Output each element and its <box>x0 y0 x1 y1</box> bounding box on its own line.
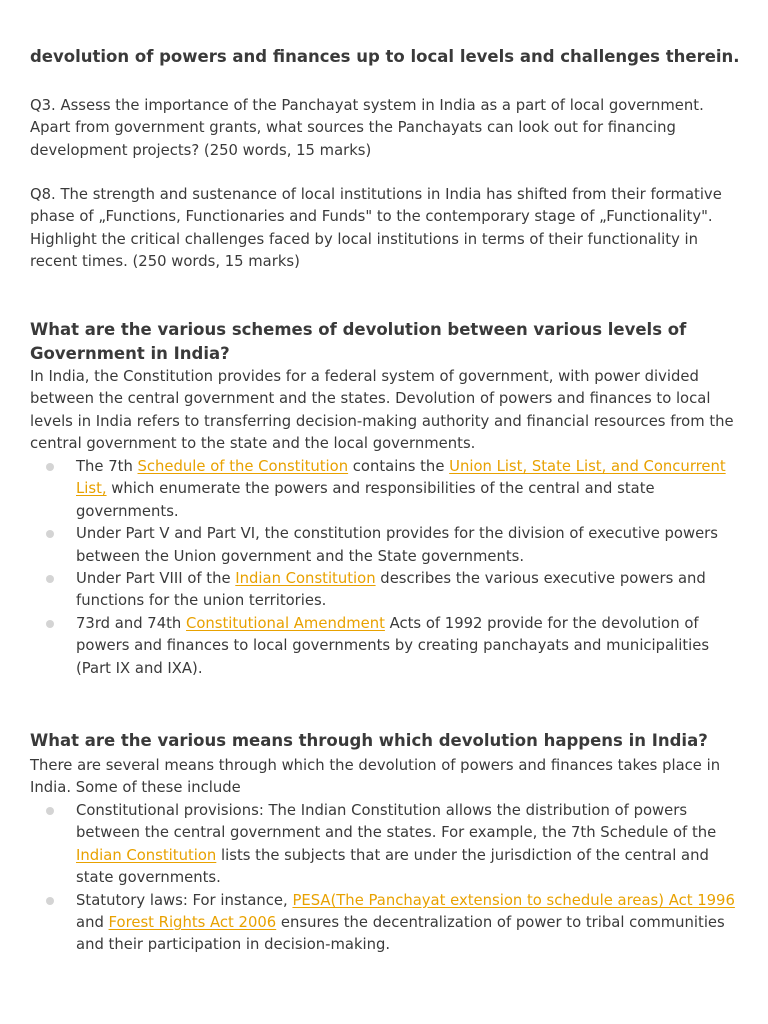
link-union-state-concurrent-list[interactable]: Union List, State List, and Concurrent List, <box>76 458 726 498</box>
bullet-dot-icon <box>46 463 54 471</box>
section-intro-schemes: In India, the Constitution provides for a federal system of government, with power divided between the central government and the states. Devolution of powers and finances to local levels in India refers to transferring decision-making authority and financial resources from the central government to the state and the local governments. <box>30 368 734 453</box>
list-item-text: describes the various executive powers and functions for the union territories. <box>76 570 706 610</box>
link-pesa-act[interactable]: PESA(The Panchayat extension to schedule areas) Act 1996 <box>292 891 735 909</box>
list-item-text: Under Part V and Part VI, the constitution provides for the division of executive powers between the Union government and the State governments. <box>76 525 718 565</box>
list-item-text: which enumerate the powers and responsibilities of the central and state governments. <box>76 480 655 520</box>
list-item-text: 73rd and 74th <box>76 614 187 632</box>
bullet-dot-icon <box>46 530 54 538</box>
list-item-text: The 7th <box>76 458 138 475</box>
list-item-text: lists the subjects that are under the jurisdiction of the central and state governments. <box>76 846 709 887</box>
bullet-list-schemes <box>30 456 740 680</box>
list-item <box>30 613 740 680</box>
page-heading: devolution of powers and finances up to local levels and challenges therein. <box>30 47 740 66</box>
link-indian-constitution[interactable]: Indian Constitution <box>76 846 217 864</box>
section-heading-schemes: What are the various schemes of devolution between various levels of Government in India? <box>30 320 687 363</box>
list-item-text: ensures the decentralization of power to tribal communities and their participation in decision-making. <box>76 914 725 954</box>
bullet-dot-icon <box>46 897 54 905</box>
list-item <box>30 568 740 613</box>
list-item-text: Statutory laws: For instance, <box>76 891 293 909</box>
link-schedule-of-constitution[interactable]: Schedule of the Constitution <box>137 458 349 475</box>
section-intro-means: There are several means through which the devolution of powers and finances takes place in India. Some of these include <box>30 757 721 797</box>
list-item <box>30 523 740 568</box>
list-item <box>30 456 740 523</box>
question-q8: Q8. The strength and sustenance of local institutions in India has shifted from their formative phase of „Functions, Functionaries and Funds" to the contemporary stage of „Functionality". Highlight the critical challenges faced by local institutions in terms of their functionality in recent times. (250 words, 15 marks) <box>30 186 722 271</box>
link-indian-constitution[interactable]: Indian Constitution <box>235 570 376 588</box>
list-item-text: contains the <box>348 458 450 475</box>
list-item <box>30 890 740 957</box>
list-item-text: Acts of 1992 provide for the devolution of powers and finances to local governments by creating panchayats and municipalities (Part IX and IXA). <box>76 614 710 677</box>
bullet-dot-icon <box>46 575 54 583</box>
bullet-dot-icon <box>46 620 54 628</box>
bullet-dot-icon <box>46 807 54 815</box>
section-heading-means: What are the various means through which devolution happens in India? <box>30 731 708 750</box>
list-item-text: and <box>76 914 109 932</box>
list-item <box>30 800 740 890</box>
link-forest-rights-act[interactable]: Forest Rights Act 2006 <box>108 914 277 932</box>
bullet-list-means <box>30 800 740 957</box>
list-item-text: Constitutional provisions: The Indian Constitution allows the distribution of powers between the central government and the states. For example, the 7th Schedule of the <box>76 802 717 842</box>
list-item-text: Under Part VIII of the <box>76 570 236 588</box>
link-constitutional-amendment[interactable]: Constitutional Amendment <box>186 614 385 632</box>
question-q3: Q3. Assess the importance of the Panchayat system in India as a part of local government. Apart from government grants, what sources the Panchayats can look out for financing development projects? (250 words, 15 marks) <box>30 97 704 159</box>
